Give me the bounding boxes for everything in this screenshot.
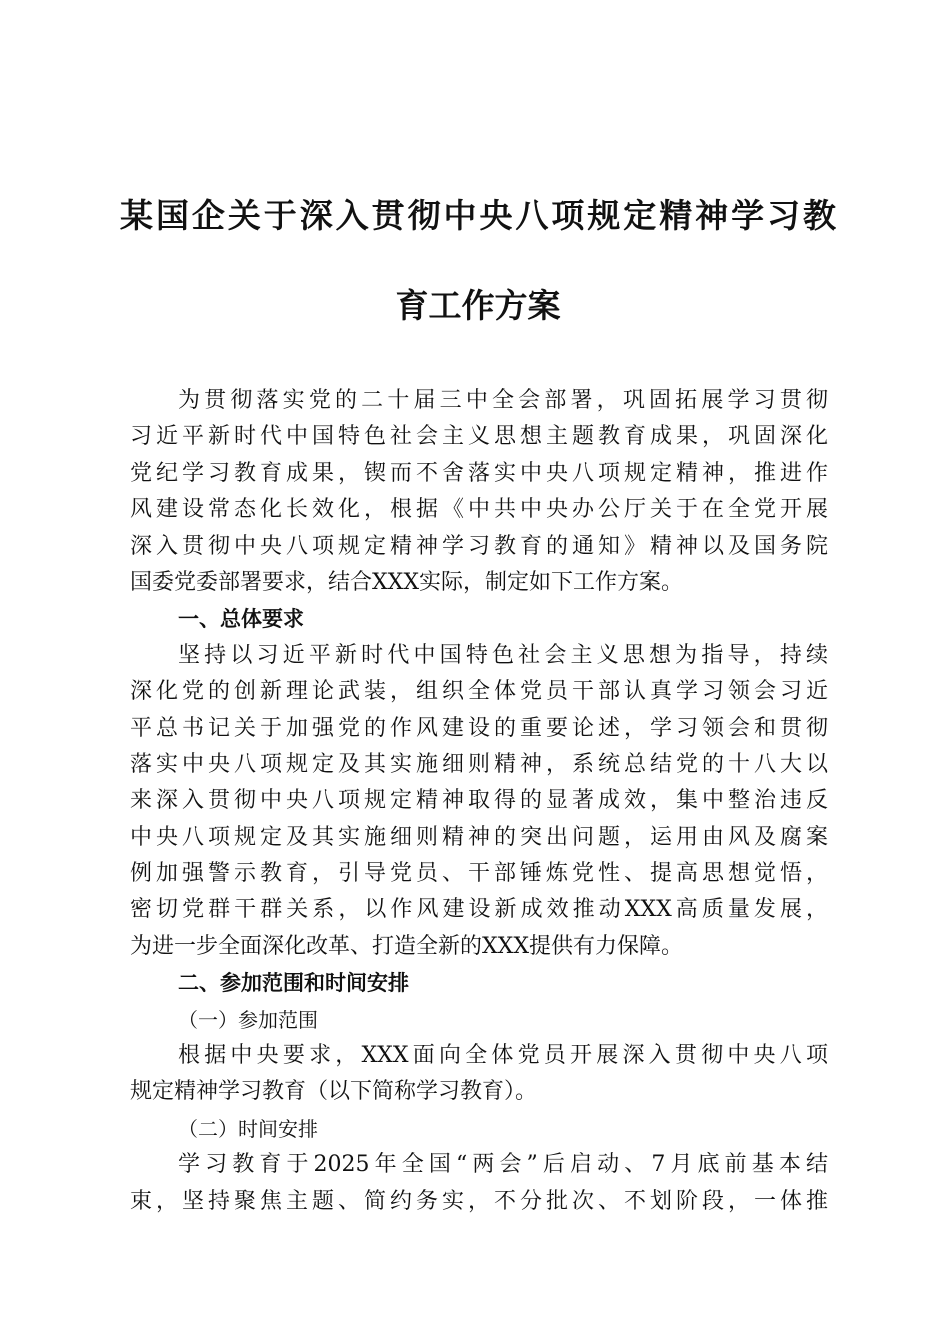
section-heading-scope-and-schedule: 二、参加范围和时间安排 bbox=[178, 971, 409, 996]
section1-line: 来深入贯彻中央八项规定精神取得的显著成效，集中整治违反 bbox=[130, 788, 828, 814]
title-line-1: 某国企关于深入贯彻中央八项规定精神学习教 bbox=[120, 196, 836, 235]
intro-line: 国委党委部署要求，结合XXX实际，制定如下工作方案。 bbox=[130, 569, 683, 595]
section1-line: 密切党群干群关系，以作风建设新成效推动XXX高质量发展， bbox=[130, 897, 828, 923]
intro-line: 习近平新时代中国特色社会主义思想主题教育成果，巩固深化 bbox=[130, 424, 828, 450]
section1-line: 坚持以习近平新时代中国特色社会主义思想为指导，持续 bbox=[178, 642, 828, 668]
intro-line: 深入贯彻中央八项规定精神学习教育的通知》精神以及国务院 bbox=[130, 533, 828, 559]
subsection-heading-scope: （一）参加范围 bbox=[178, 1007, 318, 1032]
section1-line: 例加强警示教育，引导党员、干部锤炼党性、提高思想觉悟， bbox=[130, 861, 828, 887]
intro-line: 风建设常态化长效化，根据《中共中央办公厅关于在全党开展 bbox=[130, 497, 828, 523]
section-heading-general-requirements: 一、总体要求 bbox=[178, 607, 304, 632]
section1-line: 落实中央八项规定及其实施细则精神，系统总结党的十八大以 bbox=[130, 751, 828, 777]
subsection1-line: 根据中央要求，XXX面向全体党员开展深入贯彻中央八项 bbox=[178, 1043, 828, 1069]
document-body bbox=[130, 383, 828, 1220]
document-title bbox=[120, 192, 836, 330]
title-line-2: 育工作方案 bbox=[395, 286, 561, 325]
section1-line: 中央八项规定及其实施细则精神的突出问题，运用由风及腐案 bbox=[130, 824, 828, 850]
section1-line: 深化党的创新理论武装，组织全体党员干部认真学习领会习近 bbox=[130, 679, 828, 705]
subsection2-line: 学习教育于2025年全国“两会”后启动、7月底前基本结 bbox=[178, 1152, 828, 1178]
section1-line: 平总书记关于加强党的作风建设的重要论述，学习领会和贯彻 bbox=[130, 715, 828, 741]
intro-line: 为贯彻落实党的二十届三中全会部署，巩固拓展学习贯彻 bbox=[178, 388, 828, 413]
subsection-heading-schedule: （二）时间安排 bbox=[178, 1116, 318, 1141]
subsection2-line: 束，坚持聚焦主题、简约务实，不分批次、不划阶段，一体推 bbox=[130, 1188, 828, 1214]
section1-line: 为进一步全面深化改革、打造全新的XXX提供有力保障。 bbox=[130, 933, 683, 959]
subsection1-line: 规定精神学习教育（以下简称学习教育）。 bbox=[130, 1079, 538, 1105]
intro-line: 党纪学习教育成果，锲而不舍落实中央八项规定精神，推进作 bbox=[130, 460, 828, 486]
